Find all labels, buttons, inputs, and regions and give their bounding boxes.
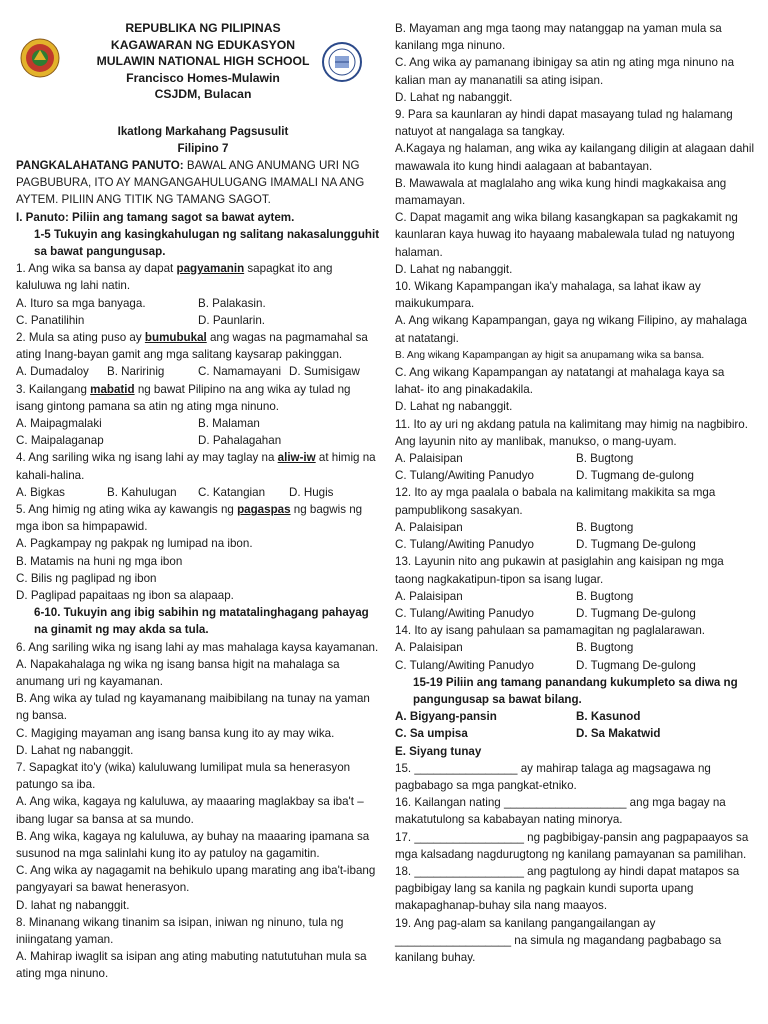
choices-q3: A. Maipagmalaki B. Malaman: [16, 416, 260, 430]
choices-q1: A. Ituro sa mga banyaga. B. Palakasin.: [16, 296, 266, 310]
choices-q1b: C. Panatilihin D. Paunlarin.: [16, 313, 266, 327]
question-2: 2. Mula sa ating puso ay bumubukal ang wagas na pagmamahal sa ating Inang-bayan gamit ang mga salitang kaysarap pakinggan.: [16, 330, 368, 362]
question-8: 8. Minanang wikang tinanim sa isipan, iniwan ng ninuno, tula ng iniingatang yaman.: [16, 915, 344, 947]
choice: A. Pagkampay ng pakpak ng lumipad na ibon.: [16, 537, 253, 551]
header-line: KAGAWARAN NG EDUKASYON: [110, 37, 296, 52]
choices-q4: A. Bigkas B. Kahulugan C. Katangian D. Hugis: [16, 485, 334, 499]
choice: C. Magiging mayaman ang isang bansa kung ito ay may wika.: [16, 726, 335, 740]
marker-options-c: E. Siyang tunay: [395, 744, 482, 758]
subject-title: Filipino 7: [177, 141, 229, 155]
choice: C. Ang wikang Kapampangan ay natatangi at mahalaga kaya sa lahat- ito ang pinakadakila.: [395, 366, 725, 397]
header-line: MULAWIN NATIONAL HIGH SCHOOL: [96, 54, 310, 68]
question-7: 7. Sapagkat ito'y (wika) kaluluwang lumilipat mula sa henerasyon patungo sa iba.: [16, 761, 351, 792]
choice: B. Mawawala at maglalaho ang wika kung hindi magkakaisa ang mamamayan.: [395, 176, 727, 208]
choice: A. Ang wika, kagaya ng kaluluwa, ay maaaring maglakbay sa iba't – ibang lugar sa bansa at sa mundo.: [16, 795, 364, 826]
question-13: 13. Layunin nito ang pukawin at pasiglahin ang kaisipan ng mga taong nagkakatipun-tipon sa isang lugar.: [395, 555, 724, 586]
choice: C. Bilis ng paglipad ng ibon: [16, 571, 157, 585]
question-6: 6. Ang sariling wika ng isang lahi ay mas mahalaga kaysa kayamanan.: [16, 640, 379, 654]
question-16: 16. Kailangan nating ___________________ ang mga bagay na makatutulong sa kababayan nating minorya.: [395, 796, 726, 827]
choice: B. Ang wikang Kapampangan ay higit sa anupamang wika sa bansa.: [395, 349, 705, 361]
header-block: [16, 20, 380, 103]
choice: D. Paglipad papaitaas ng ibon sa alapaap.: [16, 588, 234, 602]
choices-q12: A. Palaisipan B. Bugtong: [395, 520, 634, 534]
question-12: 12. Ito ay mga paalala o babala na kalimitang makikita sa mga pampublikong sasakyan.: [395, 486, 716, 517]
question-19: 19. Ang pag-alam sa kanilang pangangailangan ay __________________ na simula ng magandang pagbabago sa kanilang buhay.: [395, 916, 722, 964]
exam-title: Ikatlong Markahang Pagsusulit: [117, 124, 289, 138]
choice: A. Napakahalaga ng wika ng isang bansa higit na mahalaga sa anumang uri ng kayamanan.: [16, 657, 340, 688]
choices-q13: A. Palaisipan B. Bugtong: [395, 589, 634, 603]
set3-instructions: 15-19 Piliin ang tamang panandang kukumpleto sa diwa ng pangungusap sa bawat bilang.: [413, 675, 738, 706]
general-instructions: PANGKALAHATANG PANUTO: BAWAL ANG ANUMANG URI NG PAGBUBURA, ITO AY MANGANGAHULUGANG IMAMALI NA ANG AYTEM. PILIIN ANG TITIK NG TAMANG SAGOT.: [16, 158, 365, 207]
question-11: 11. Ito ay uri ng akdang patula na kalimitang may himig na nagbibiro. Ang layunin nito ay manlibak, manukso, o mang-uyam.: [395, 417, 748, 448]
choices-q14b: C. Tulang/Awiting Panudyo D. Tugmang De-gulong: [395, 658, 696, 672]
choices-q3b: C. Maipalaganap D. Pahalagahan: [16, 434, 282, 448]
question-3: 3. Kailangang mabatid ng bawat Pilipino na ang wika ay tulad ng isang gintong pamana sa atin ng ating mga ninuno.: [16, 382, 351, 413]
left-column: [16, 20, 380, 983]
question-10: 10. Wikang Kapampangan ika'y mahalaga, sa lahat ikaw ay maikukumpara.: [395, 280, 701, 311]
set2-instructions: 6-10. Tukuyin ang ibig sabihin ng matatalinghagang pahayag na ginamit ng may akda sa tula.: [34, 606, 369, 637]
marker-options: A. Bigyang-pansin B. Kasunod: [395, 710, 641, 724]
choice: D. lahat ng nabanggit.: [16, 898, 130, 912]
choice: C. Dapat magamit ang wika bilang kasangkapan sa pagkakamit ng kaunlaran kaya huwag ito hayaang mabalewala tulad ng natuyong halaman.: [395, 211, 738, 259]
right-column: [395, 20, 755, 966]
header-line: Francisco Homes-Mulawin: [126, 70, 280, 85]
choices-q11b: C. Tulang/Awiting Panudyo D. Tugmang de-gulong: [395, 469, 694, 483]
choices-q14: A. Palaisipan B. Bugtong: [395, 641, 634, 655]
choice: D. Lahat ng nabanggit.: [395, 262, 513, 276]
choices-q11: A. Palaisipan B. Bugtong: [395, 452, 634, 466]
choice: A. Ang wikang Kapampangan, gaya ng wikang Filipino, ay mahalaga at natatangi.: [395, 314, 747, 345]
question-18: 18. _________________ ang pagtulong ay hindi dapat matapos sa pagbibigay lang sa kanila ng pagkain kundi suporta upang makapaghanap-buhay sila nang maayos.: [395, 864, 740, 913]
question-4: 4. Ang sariling wika ng isang lahi ay may taglay na aliw-iw at himig na kahali-halina.: [16, 451, 376, 482]
choice: C. Ang wika ay nagagamit na behikulo upang marating ang iba't-ibang pangyayari sa bawat henerasyon.: [16, 864, 376, 895]
choice: B. Mayaman ang mga taong may natanggap na yaman mula sa kanilang mga ninuno.: [395, 22, 722, 53]
choice: D. Lahat ng nabanggit.: [16, 743, 134, 757]
question-15: 15. ________________ ay mahirap talaga ag magsagawa ng pagbabago sa mga pangkat-etniko.: [395, 761, 711, 792]
choice: D. Lahat ng nabanggit.: [395, 90, 513, 104]
question-14: 14. Ito ay isang pahulaan sa pamamagitan ng paglalarawan.: [395, 624, 706, 638]
choices-q13b: C. Tulang/Awiting Panudyo D. Tugmang De-gulong: [395, 606, 696, 620]
choice: A. Mahirap iwaglit sa isipan ang ating mabuting natututuhan mula sa ating mga ninuno.: [16, 950, 367, 981]
choices-q12b: C. Tulang/Awiting Panudyo D. Tugmang De-gulong: [395, 538, 696, 552]
choice: C. Ang wika ay pamanang ibinigay sa atin ng ating mga ninuno na kalian man ay mananatili sa ating isipan.: [395, 56, 735, 87]
choice: B. Ang wika, kagaya ng kaluluwa, ay buhay na maaaring ipamana sa susunod na mga salinlahi kung ito ay patuloy na gagamitin.: [16, 829, 370, 861]
choice: A.Kagaya ng halaman, ang wika ay kailangang diligin at alagaan dahil mawawala ito kung hindi aalagaan at babantayan.: [395, 142, 755, 173]
question-1: 1. Ang wika sa bansa ay dapat pagyamanin sapagkat ito ang kaluluwa ng lahi natin.: [16, 262, 333, 293]
part1-instructions: I. Panuto: Piliin ang tamang sagot sa bawat aytem.: [16, 210, 295, 224]
question-17: 17. _________________ ng pagbibigay-pansin ang pagpapaayos sa mga kalsadang nagdurugtong ng kanilang pamayanan sa pamilihan.: [395, 830, 749, 861]
header-line: CSJDM, Bulacan: [154, 87, 252, 101]
choice: B. Matamis na huni ng mga ibon: [16, 554, 183, 568]
header-line: REPUBLIKA NG PILIPINAS: [125, 21, 281, 35]
choices-q2: A. Dumadaloy B. Naririnig C. Namamayani D. Sumisigaw: [16, 365, 360, 379]
question-9: 9. Para sa kaunlaran ay hindi dapat masayang tulad ng halamang natuyot at nangalaga sa tangkay.: [395, 108, 733, 139]
choice: D. Lahat ng nabanggit.: [395, 400, 513, 414]
set1-instructions: 1-5 Tukuyin ang kasingkahulugan ng salitang nakasalungguhit sa bawat pangungusap.: [34, 227, 380, 258]
marker-options-b: C. Sa umpisa D. Sa Makatwid: [395, 727, 661, 741]
choice: B. Ang wika ay tulad ng kayamanang maibibilang na tunay na yaman ng bansa.: [16, 692, 370, 723]
question-5: 5. Ang himig ng ating wika ay kawangis ng pagaspas ng bagwis ng mga ibon sa himpapawid.: [16, 502, 363, 534]
